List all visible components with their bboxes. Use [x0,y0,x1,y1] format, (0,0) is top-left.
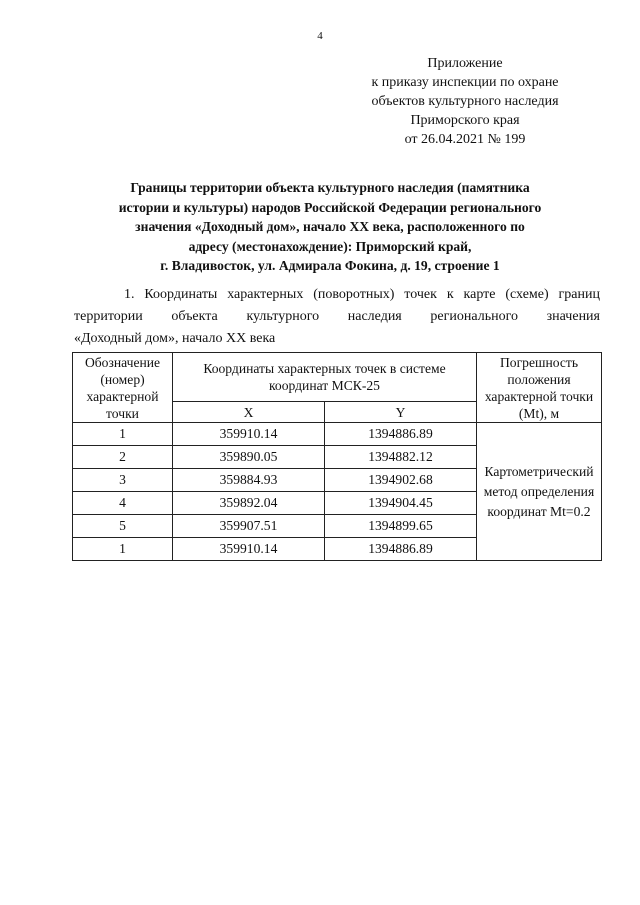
cell-point: 4 [73,492,173,515]
page-number: 4 [317,30,323,42]
appendix-line: Приморского края [410,113,520,128]
cell-y: 1394899.65 [325,515,477,538]
header-x: X [173,402,325,423]
cell-point: 3 [73,469,173,492]
title-line: истории и культуры) народов Российской Федерации регионального [118,199,542,215]
title-line: Границы территории объекта культурного наследия (памятника [130,180,530,195]
table-row [73,423,602,446]
coordinates-table [72,352,602,561]
cell-point: 1 [73,423,173,446]
table-header-row [73,353,602,402]
title-line: адресу (местонахождение): Приморский край, [188,238,472,254]
cell-x: 359910.14 [173,423,325,446]
cell-x: 359884.93 [173,469,325,492]
header-coordinates: Координаты характерных точек в системе координат МСК-25 [173,353,477,402]
cell-y: 1394886.89 [325,423,477,446]
cell-x: 359892.04 [173,492,325,515]
appendix-line: объектов культурного наследия [371,94,559,109]
paragraph-line: «Доходный дом», начало XX века [74,331,276,346]
cell-point: 5 [73,515,173,538]
paragraph-line: 1. Координаты характерных (поворотных) точек к карте (схеме) границ [124,287,600,302]
appendix-block [330,54,600,149]
cell-method: Картометрический метод определения координат Mt=0.2 [477,423,602,561]
appendix-line: к приказу инспекции по охране [371,75,559,90]
header-point-number: Обозначение (номер) характерной точки [73,353,173,423]
appendix-line: Приложение [427,56,503,71]
cell-y: 1394882.12 [325,446,477,469]
header-y: Y [325,402,477,423]
document-title [95,178,565,276]
cell-x: 359910.14 [173,538,325,561]
intro-paragraph [74,284,600,350]
cell-y: 1394902.68 [325,469,477,492]
cell-point: 1 [73,538,173,561]
title-line: значения «Доходный дом», начало XX века, расположенного по [135,219,525,234]
title-line: г. Владивосток, ул. Адмирала Фокина, д. 19, строение 1 [160,258,500,273]
paragraph-line: территории объекта культурного наследия регионального значения [74,309,600,324]
cell-point: 2 [73,446,173,469]
cell-y: 1394886.89 [325,538,477,561]
header-error: Погрешность положения характерной точки (Mt), м [477,353,602,423]
cell-x: 359907.51 [173,515,325,538]
appendix-line: от 26.04.2021 № 199 [404,132,526,147]
cell-y: 1394904.45 [325,492,477,515]
cell-x: 359890.05 [173,446,325,469]
